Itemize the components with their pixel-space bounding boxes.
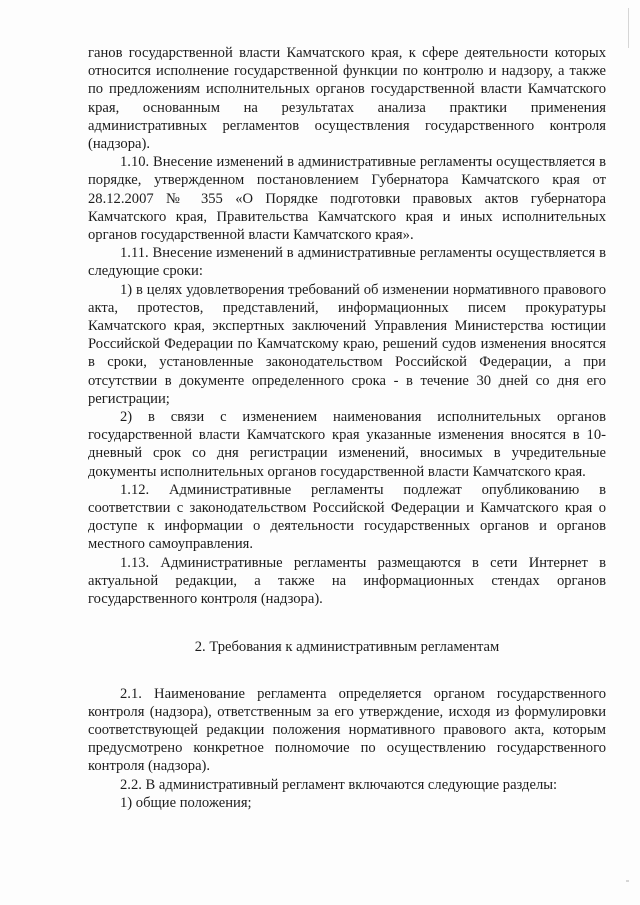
paragraph: ганов государственной власти Камчатского края, к сфере деятельности которых относится исполнение государственной функции по контролю и надзору, а также по предложениям исполнительных органов государственной власти Камчатского края, основанным на результатах анализа практики применения административных регламентов осуществления государственного контроля (надзора).: [88, 45, 606, 153]
document-body: [88, 44, 606, 812]
paragraph: 1.10. Внесение изменений в административные регламенты осуществляется в порядке, утвержденном постановлением Губернатора Камчатского края от 28.12.2007 № 355 «О Порядке подготовки правовых актов губернатора Камчатского края, Правительства Камчатского края и иных исполнительных органов государственной власти Камчатского края».: [88, 154, 606, 244]
paragraph: 1) общие положения;: [120, 794, 252, 811]
paragraph: 2) в связи с изменением наименования исполнительных органов государственной власти Камчатского края указанные изменения вносятся в 10-дневный срок со дня регистрации изменений, вносимых в учредительные документы исполнительных органов государственной власти Камчатского края.: [88, 409, 606, 480]
paragraph: 2.1. Наименование регламента определяется органом государственного контроля (надзора), ответственным за его утверждение, исходя из формулировки соответствующей редакции положения нормативного правового акта, которым предусмотрено конкретное полномочие по осуществлению государственного контроля (надзора).: [88, 685, 606, 775]
paragraph: 1) в целях удовлетворения требований об изменении нормативного правового акта, протестов, представлений, информационных писем прокуратуры Камчатского края, экспертных заключений Управления Министерства юстиции Российской Федерации по Камчатскому краю, решений судов изменения вносятся в сроки, установленные законодательством Российской Федерации, а при отсутствии в документе определенного срока - в течение 30 дней со дня его регистрации;: [88, 281, 606, 407]
scan-mark: [626, 880, 629, 882]
paragraph: 1.11. Внесение изменений в административные регламенты осуществляется в следующие сроки:: [88, 245, 606, 280]
paragraph: 2.2. В административный регламент включаются следующие разделы:: [120, 776, 558, 793]
paragraph: 1.13. Административные регламенты размещаются в сети Интернет в актуальной редакции, а также на информационных стендах органов государственного контроля (надзора).: [88, 554, 606, 608]
section-heading: 2. Требования к административным регламентам: [194, 639, 500, 656]
paragraph: 1.12. Административные регламенты подлежат опубликованию в соответствии с законодательством Российской Федерации и Камчатского края о доступе к информации о деятельности государственных органов и органов местного самоуправления.: [88, 481, 606, 553]
scan-mark: [628, 8, 629, 48]
